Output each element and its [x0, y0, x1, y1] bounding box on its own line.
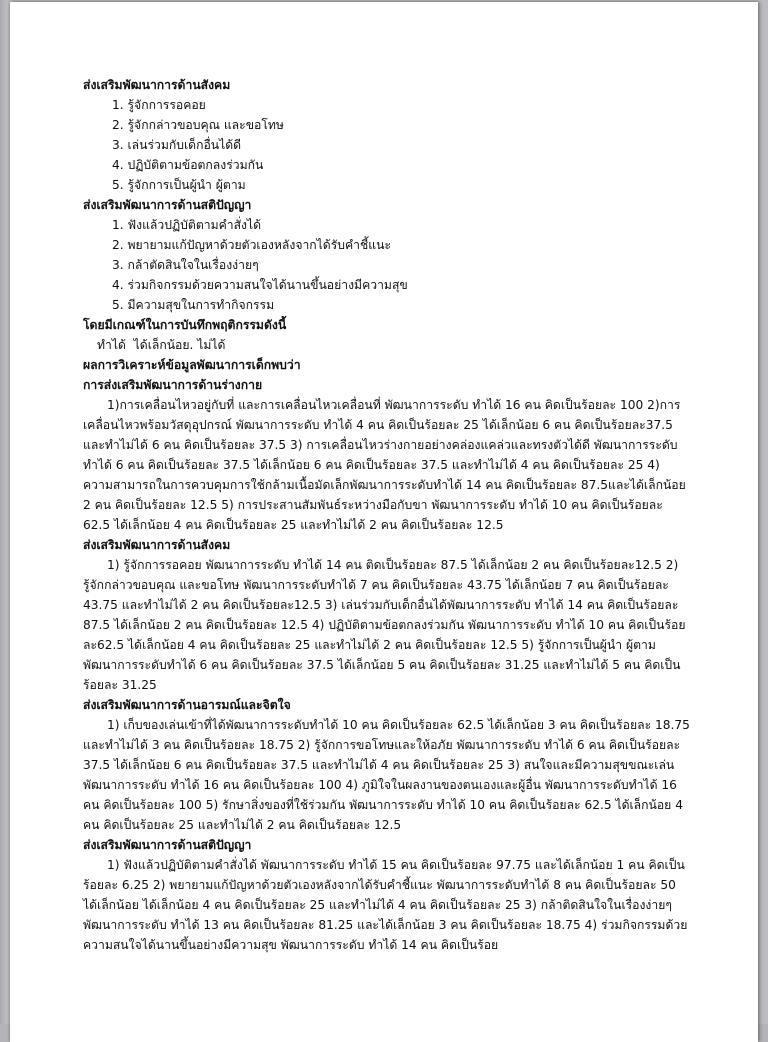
result-paragraph: 1) ฟังแล้วปฏิบัติตามคำสั่งได้ พัฒนาการระดับ ทำได้ 15 คน คิดเป็นร้อยละ 97.75 และได้เล็กน้อย 1 คน คิดเป็นร้อยละ 6.25 2) พยายามแก้ปัญหาด้วยตัวเองหลังจากได้รับคำชี้แนะ พัฒนาการระดับทำได้ 8 คน คิดเป็นร้อยละ 50 ได้เล็กน้อย ได้เล็กน้อย 4 คน คิดเป็นร้อยละ 25 และทำไม่ได้ 4 คน คิดเป็นร้อยละ 25 3) กล้าติดสินใจในเรื่องง่ายๆ พัฒนาการระดับ ทำได้ 13 คน คิดเป็นร้อยละ 81.25 และได้เล็กน้อย 3 คน คิดเป็นร้อยละ 18.75 4) ร่วมกิจกรรมด้วยความสนใจได้นานขึ้นอย่างมีความสุข พัฒนาการระดับ ทำได้ 14 คน คิดเป็นร้อย — [83, 858, 688, 952]
result-paragraph: 1)การเคลื่อนไหวอยู่กับที่ และการเคลื่อนไหวเคลื่อนที่ พัฒนาการระดับ ทำได้ 16 คน คิดเป็นร้อยละ 100 2)การเคลื่อนไหวพร้อมวัสดุอุปกรณ์ พัฒนาการระดับ ทำได้ 4 คน คิดเป็นร้อยละ 25 ได้เล็กน้อย 6 คน คิดเป็นร้อยละ37.5 และทำไม่ได้ 6 คน คิดเป็นร้อยละ 37.5 3) การเคลื่อนไหวร่างกายอย่างคล่องแคล่วและทรงตัวได้ดี พัฒนาการระดับ ทำได้ 6 คน คิดเป็นร้อยละ 37.5 ได้เล็กน้อย 6 คน คิดเป็นร้อยละ 37.5 และทำไม่ได้ 4 คน คิดเป็นร้อยละ 25 4) ความสามารถในการควบคุมการใช้กล้ามเนื้อมัดเล็กพัฒนาการระดับทำได้ 14 คน คิดเป็นร้อยละ 87.5และได้เล็กน้อย 2 คน คิดเป็นร้อยละ 12.5 5) การประสานสัมพันธ์ระหว่างมือกับขา พัฒนาการระดับ ทำได้ 10 คน คิดเป็นร้อยละ 62.5 ได้เล็กน้อย 4 คน คิดเป็นร้อยละ 25 และทำไม่ได้ 2 คน คิดเป็นร้อยละ 12.5 — [83, 398, 686, 532]
section-heading: ส่งเสริมพัฒนาการด้านสติปัญญา — [83, 198, 252, 212]
result-heading: ส่งเสริมพัฒนาการด้านอารมณ์และจิตใจ — [83, 698, 291, 712]
result-social — [83, 535, 693, 695]
section-intellect-goals — [83, 195, 693, 315]
section-heading: ส่งเสริมพัฒนาการด้านสังคม — [83, 78, 231, 92]
result-heading: ส่งเสริมพัฒนาการด้านสังคม — [83, 538, 231, 552]
section-social-goals — [83, 75, 693, 195]
document-page — [10, 2, 758, 1042]
list-item: 5. รู้จักการเป็นผู้นำ ผู้ตาม — [112, 178, 246, 192]
list-item: 1. ฟังแล้วปฏิบัติตามคำสั่งได้ — [112, 218, 262, 232]
criteria-section — [83, 315, 693, 355]
result-intellect — [83, 835, 693, 955]
list-item: 1. รู้จักการรอคอย — [112, 98, 206, 112]
criteria-heading: โดยมีเกณฑ์ในการบันทึกพฤติกรรมดังนี้ — [83, 318, 287, 332]
result-paragraph: 1) เก็บของเล่นเข้าที่ได้พัฒนาการระดับทำได้ 10 คน คิดเป็นร้อยละ 62.5 ได้เล็กน้อย 3 คน คิดเป็นร้อยละ 18.75 และทำไม่ได้ 3 คน คิดเป็นร้อยละ 18.75 2) รู้จักการขอโทษและให้อภัย พัฒนาการระดับ ทำได้ 6 คน คิดเป็นร้อยละ 37.5 ได้เล็กน้อย 6 คน คิดเป็นร้อยละ 37.5 และทำไม่ได้ 4 คน คิดเป็นร้อยละ 25 3) สนใจและมีความสุขขณะเล่น พัฒนาการระดับ ทำได้ 16 คน คิดเป็นร้อยละ 100 4) ภูมิใจในผลงานของตนเองและผู้อื่น พัฒนาการระดับทำได้ 16 คน คิดเป็นร้อยละ 100 5) รักษาสิ่งของที่ใช้ร่วมกัน พัฒนาการระดับ ทำได้ 10 คน คิดเป็นร้อยละ 62.5 ได้เล็กน้อย 4 คน คิดเป็นร้อยละ 25 และทำไม่ได้ 2 คน คิดเป็นร้อยละ 12.5 — [83, 718, 690, 832]
criteria-text: ทำได้ ได้เล็กน้อย. ไม่ได้ — [97, 338, 226, 352]
list-item: 2. พยายามแก้ปัญหาด้วยตัวเองหลังจากได้รับคำชี้แนะ — [112, 238, 392, 252]
list-item: 3. กล้าตัดสินใจในเรื่องง่ายๆ — [112, 258, 259, 272]
result-heading: ส่งเสริมพัฒนาการด้านสติปัญญา — [83, 838, 252, 852]
list-item: 4. ปฏิบัติตามข้อตกลงร่วมกัน — [112, 158, 264, 172]
list-item: 2. รู้จักกล่าวขอบคุณ และขอโทษ — [112, 118, 284, 132]
list-item: 4. ร่วมกิจกรรมด้วยความสนใจได้นานขึ้นอย่างมีความสุข — [112, 278, 408, 292]
result-physical — [83, 375, 693, 535]
result-paragraph: 1) รู้จักการรอคอย พัฒนาการระดับ ทำได้ 14 คน ติดเป็นร้อยละ 87.5 ได้เล็กน้อย 2 คน คิดเป็นร้อยละ12.5 2) รู้จักกล่าวขอบคุณ และขอโทษ พัฒนาการระดับทำได้ 7 คน คิดเป็นร้อยละ 43.75 ได้เล็กน้อย 7 คน คิดเป็นร้อยละ 43.75 และทำไม่ได้ 2 คน คิดเป็นร้อยละ12.5 3) เล่นร่วมกับเด็กอื่นได้พัฒนาการระดับ ทำได้ 14 คน คิดเป็นร้อยละ 87.5 ได้เล็กน้อย 2 คน คิดเป็นร้อยละ 12.5 4) ปฏิบัติตามข้อตกลงร่วมกัน พัฒนาการระดับ ทำได้ 10 คน คิดเป็นร้อยละ62.5 ได้เล็กน้อย 4 คน คิดเป็นร้อยละ 25 และทำไม่ได้ 2 คน คิดเป็นร้อยละ 12.5 5) รู้จักการเป็นผู้นำ ผู้ตาม พัฒนาการระดับทำได้ 6 คน คิดเป็นร้อยละ 37.5 ได้เล็กน้อย 5 คน คิดเป็นร้อยละ 31.25 และทำไม่ได้ 5 คน คิดเป็นร้อยละ 31.25 — [83, 558, 686, 692]
list-item: 3. เล่นร่วมกับเด็กอื่นได้ดี — [112, 138, 242, 152]
list-item: 5. มีความสุขในการทำกิจกรรม — [112, 298, 275, 312]
results-heading: ผลการวิเคราะห์ข้อมูลพัฒนาการเด็กพบว่า — [83, 358, 301, 372]
result-heading: การส่งเสริมพัฒนาการด้านร่างกาย — [83, 378, 263, 392]
result-emotional — [83, 695, 693, 835]
page-content — [83, 75, 693, 955]
